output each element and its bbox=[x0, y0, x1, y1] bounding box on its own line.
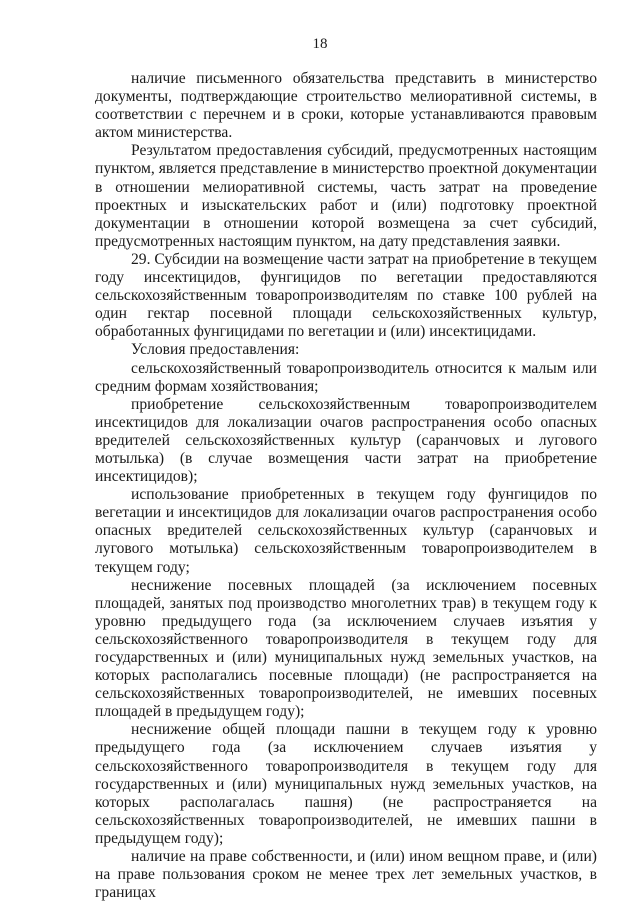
paragraph-item-29: 29. Субсидии на возмещение части затрат на приобретение в текущем году инсектицидов, фунгицидов по вегетации предоставляются сельскохозяйственным товаропроизводителям по ставке 100 рублей на один гектар посевной площади сельскохозяйственных культур, обработанных фунгицидами по вегетации и (или) инсектицидами. bbox=[95, 250, 597, 341]
document-body bbox=[95, 70, 597, 902]
page-number: 18 bbox=[312, 36, 328, 52]
paragraph-condition-use: использование приобретенных в текущем году фунгицидов по вегетации и инсектицидов для локализации очагов распространения особо опасных вредителей сельскохозяйственных культур (саранчовых и лугового мотылька) сельскохозяйственным товаропроизводителем в текущем году; bbox=[95, 486, 597, 576]
paragraph-conditions-heading: Условия предоставления: bbox=[131, 341, 300, 359]
paragraph-condition-arable-land: неснижение общей площади пашни в текущем году к уровню предыдущего года (за исключением случаев изъятия у сельскохозяйственного товаропроизводителя в текущем году для государственных и (или) муниципальных нужд земельных участков, на которых располагалась пашня) (не распространяется на сельскохозяйственных товаропроизводителей, не имевших пашни в предыдущем году); bbox=[95, 721, 597, 847]
paragraph-condition-sown-area: неснижение посевных площадей (за исключением посевных площадей, занятых под производство многолетних трав) в текущем году к уровню предыдущего года (за исключением случаев изъятия у сельскохозяйственного товаропроизводителя в текущем году для государственных и (или) муниципальных нужд земельных участков, на которых располагались посевные площади) (не распространяется на сельскохозяйственных товаропроизводителей, не имевших посевных площадей в предыдущем году); bbox=[95, 576, 597, 721]
paragraph-condition-small-forms: сельскохозяйственный товаропроизводитель относится к малым или средним формам хозяйствования; bbox=[95, 359, 597, 395]
paragraph-condition-purchase: приобретение сельскохозяйственным товаропроизводителем инсектицидов для локализации очагов распространения особо опасных вредителей сельскохозяйственных культур (саранчовых и лугового мотылька) (в случае возмещения части затрат на приобретение инсектицидов); bbox=[95, 395, 597, 486]
paragraph-obligation: наличие письменного обязательства представить в министерство документы, подтверждающие строительство мелиоративной системы, в соответствии с перечнем и в сроки, которые устанавливаются правовым актом министерства. bbox=[95, 70, 597, 142]
paragraph-condition-land-rights: наличие на праве собственности, и (или) ином вещном праве, и (или) на праве пользования сроком не менее трех лет земельных участков, в границах bbox=[95, 848, 597, 902]
paragraph-result: Результатом предоставления субсидий, предусмотренных настоящим пунктом, является представление в министерство проектной документации в отношении мелиоративной системы, часть затрат на проведение проектных и изыскательских работ и (или) подготовку проектной документации в отношении которой возмещена за счет субсидий, предусмотренных настоящим пунктом, на дату представления заявки. bbox=[95, 142, 597, 250]
